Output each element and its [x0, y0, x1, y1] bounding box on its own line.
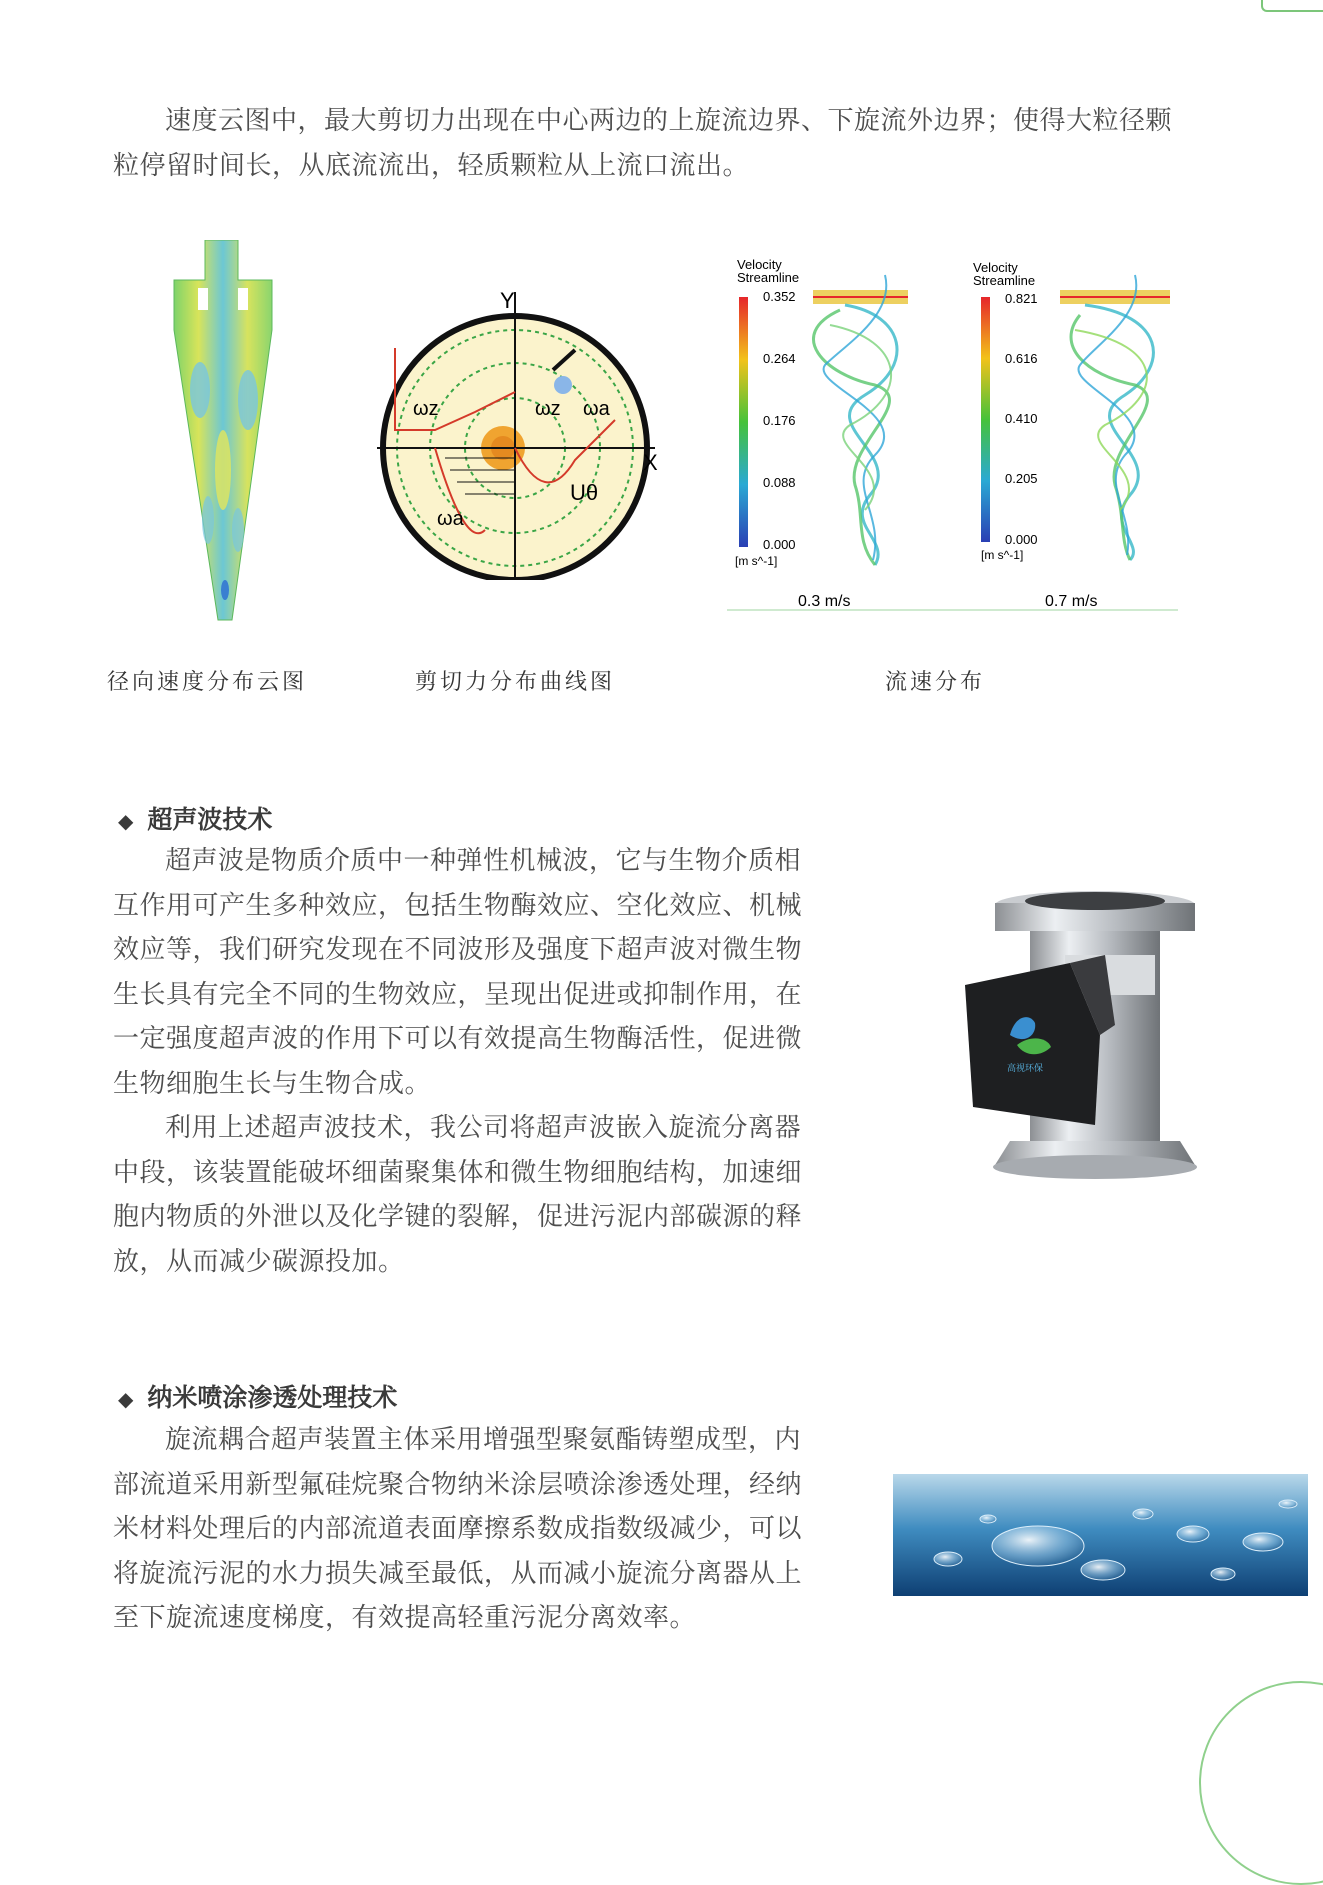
radial-velocity-contour-figure	[160, 240, 290, 630]
nano-paragraph-1: 旋流耦合超声装置主体采用增强型聚氨酯铸塑成型，内部流道采用新型氟硅烷聚合物纳米涂层喷涂渗透处理，经纳米材料处理后的内部流道表面摩擦系数成指数级减少，可以将旋流污泥的水力损失减至最低，从而减小旋流分离器从上至下旋流速度梯度，有效提高轻重污泥分离效率。	[113, 1425, 803, 1633]
ultrasound-heading	[118, 800, 272, 836]
axis-y-label: Y	[500, 288, 515, 313]
ultrasound-paragraph-2: 利用上述超声波技术，我公司将超声波嵌入旋流分离器中段，该装置能破坏细菌聚集体和微生物细胞结构，加速细胞内物质的外泄以及化学键的裂解，促进污泥内部碳源的释放，从而减少碳源投加。	[113, 1113, 803, 1277]
diamond-bullet-icon: ◆	[118, 1387, 134, 1411]
left-tick-1: 0.264	[763, 351, 796, 366]
water-droplets-image	[893, 1474, 1308, 1596]
left-unit: [m s^-1]	[735, 554, 778, 568]
ultrasound-body	[113, 839, 825, 1284]
shear-force-curve-figure	[375, 280, 675, 580]
radial-velocity-caption: 径向速度分布云图	[107, 670, 308, 695]
wz-right-label: ωz	[535, 398, 561, 420]
left-tick-2: 0.176	[763, 413, 796, 428]
right-streamline-vortex	[1060, 275, 1170, 560]
nano-heading	[118, 1378, 397, 1414]
right-tick-3: 0.205	[1005, 471, 1038, 486]
left-speed-label: 0.3 m/s	[798, 593, 851, 610]
corner-decoration-top	[1261, 0, 1323, 12]
wz-left-label: ωz	[413, 398, 439, 420]
intro-text: 速度云图中，最大剪切力出现在中心两边的上旋流边界、下旋流外边界；使得大粒径颗粒停留时间长，从底流流出，轻质颗粒从上流口流出。	[113, 106, 1173, 181]
left-color-bar	[739, 297, 748, 547]
left-tick-3: 0.088	[763, 475, 796, 490]
left-tick-4: 0.000	[763, 537, 796, 552]
right-tick-4: 0.000	[1005, 532, 1038, 547]
ultrasound-heading-text: 超声波技术	[147, 805, 273, 834]
flow-speed-caption: 流速分布	[885, 670, 986, 695]
axis-x-label: X	[643, 450, 658, 475]
right-legend-title: Velocity	[973, 260, 1018, 275]
diamond-bullet-icon: ◆	[118, 809, 134, 833]
right-speed-label: 0.7 m/s	[1045, 593, 1098, 610]
corner-decoration-bottom	[1199, 1681, 1323, 1885]
left-streamline-vortex	[813, 275, 908, 565]
nano-heading-text: 纳米喷涂渗透处理技术	[147, 1383, 398, 1412]
right-tick-1: 0.616	[1005, 351, 1038, 366]
utheta-label: Uθ	[570, 480, 599, 505]
left-legend-subtitle: Streamline	[737, 270, 800, 285]
shear-force-caption: 剪切力分布曲线图	[415, 670, 616, 695]
wa-bottom-label: ωa	[437, 508, 464, 530]
nano-body	[113, 1418, 825, 1641]
left-legend-title: Velocity	[737, 257, 782, 272]
ultrasonic-device-image	[955, 885, 1215, 1180]
ultrasound-paragraph-1: 超声波是物质介质中一种弹性机械波，它与生物介质相互作用可产生多种效应，包括生物酶效应、空化效应、机械效应等，我们研究发现在不同波形及强度下超声波对微生物生长具有完全不同的生物效应，呈现出促进或抑制作用，在一定强度超声波的作用下可以有效提高生物酶活性，促进微生物细胞生长与生物合成。	[113, 846, 803, 1099]
right-tick-0: 0.821	[1005, 291, 1038, 306]
right-color-bar	[981, 297, 990, 542]
right-unit: [m s^-1]	[981, 548, 1024, 562]
intro-paragraph	[113, 99, 1193, 188]
right-tick-2: 0.410	[1005, 411, 1038, 426]
right-legend-subtitle: Streamline	[973, 273, 1036, 288]
velocity-streamline-figure	[725, 255, 1180, 615]
wa-top-label: ωa	[583, 398, 610, 420]
device-logo-text: 高视环保	[1007, 1063, 1044, 1073]
left-tick-0: 0.352	[763, 289, 796, 304]
